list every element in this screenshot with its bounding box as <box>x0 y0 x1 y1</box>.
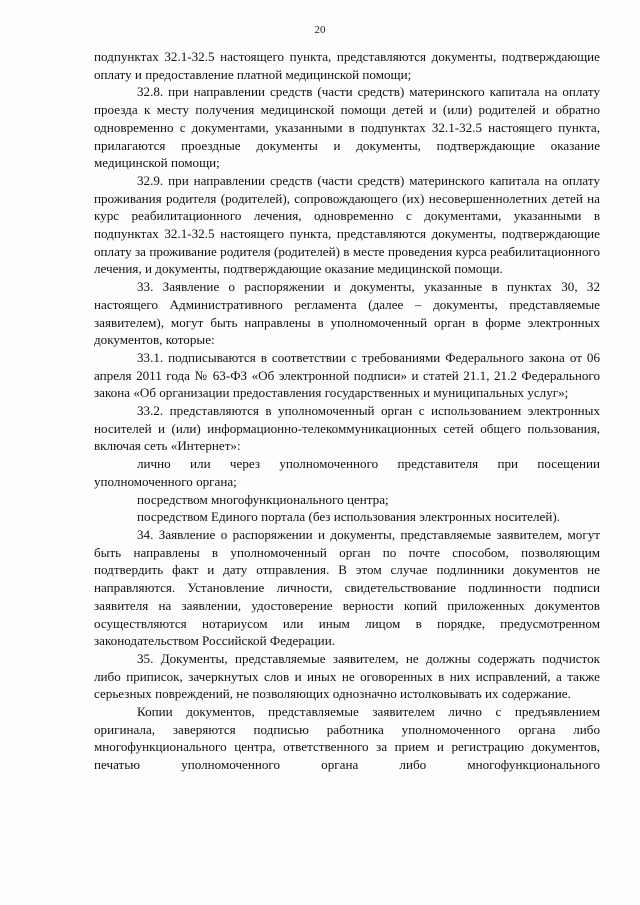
list-item-portal: посредством Единого портала (без использования электронных носителей). <box>137 509 560 525</box>
list-item-mfc: посредством многофункционального центра; <box>137 491 389 507</box>
paragraph-34: 34. Заявление о распоряжении и документы, представляемые заявителем, могут быть направлены в уполномоченный орган по почте способом, позволяющим подтвердить факт и дату отправления. В этом случае подлинники документов не направляются. Установление личности, свидетельствование подлинности подписи заявителя на заявлении, удостоверение верности копий приложенных документов осуществляются нотариусом или иным лицом в порядке, предусмотренном законодательством Российской Федерации. <box>94 526 600 649</box>
page-number: 20 <box>314 24 326 36</box>
paragraph-copies: Копии документов, представляемые заявителем лично с предъявлением оригинала, заверяются подписью работника уполномоченного органа либо многофункционального центра, ответственного за прием и регистрацию документов, печатью уполномоченного органа либо многофункционального <box>94 704 600 773</box>
list-item-in-person: лично или через уполномоченного представителя при посещении уполномоченного органа; <box>94 456 600 489</box>
paragraph-32-9: 32.9. при направлении средств (части средств) материнского капитала на оплату проживания родителя (родителей), сопровождающего (их) несовершеннолетних детей на курс реабилитационного лечения, одновременно с документами, указанными в подпунктах 32.1-32.5 настоящего пункта, представляются документы, подтверждающие оплату за проживание родителя (родителей) в месте проведения курса реабилитационного лечения, и документы, подтверждающие оказание медицинской помощи. <box>94 172 600 277</box>
paragraph-33-2: 33.2. представляются в уполномоченный орган с использованием электронных носителей и (или) информационно-телекоммуникационных сетей общего пользования, включая сеть «Интернет»: <box>94 403 600 454</box>
paragraph-33: 33. Заявление о распоряжении и документы, указанные в пунктах 30, 32 настоящего Административного регламента (далее – документы, представляемые заявителем), могут быть направлены в уполномоченный орган в форме электронных документов, которые: <box>94 279 600 348</box>
paragraph-35: 35. Документы, представляемые заявителем, не должны содержать подчисток либо приписок, зачеркнутых слов и иных не оговоренных в них исправлений, а также серьезных повреждений, не позволяющих однозначно истолковывать их содержание. <box>94 650 600 702</box>
document-body <box>94 48 600 774</box>
paragraph-32-8: 32.8. при направлении средств (части средств) материнского капитала на оплату проезда к месту получения медицинской помощи детей и (или) родителей и обратно одновременно с документами, указанными в подпунктах 32.1-32.5 настоящего пункта, прилагаются проездные документы и документы, подтверждающие оказание медицинской помощи; <box>94 84 600 171</box>
paragraph-continuation: подпунктах 32.1-32.5 настоящего пункта, представляются документы, подтверждающие оплату и предоставление платной медицинской помощи; <box>94 49 600 82</box>
paragraph-33-1: 33.1. подписываются в соответствии с требованиями Федерального закона от 06 апреля 2011 года № 63-ФЗ «Об электронной подписи» и статей 21.1, 21.2 Федерального закона «Об организации предоставления государственных и муниципальных услуг»; <box>94 349 600 401</box>
